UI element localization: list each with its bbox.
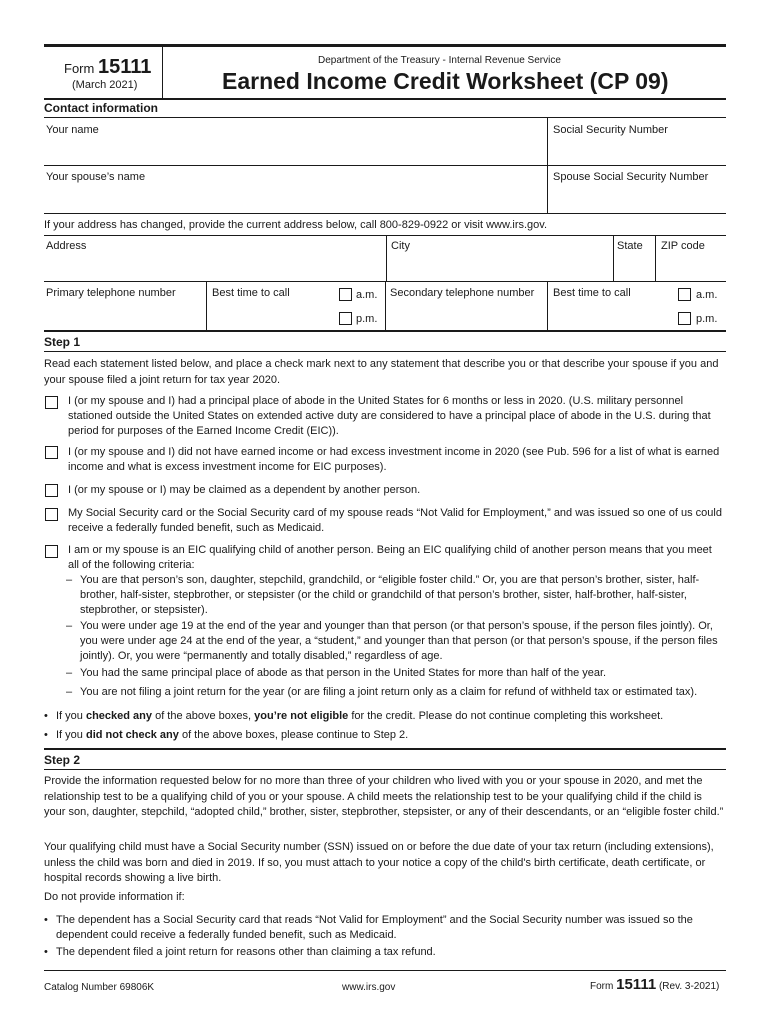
criterion-4 [66, 685, 726, 700]
statement-4-checkbox[interactable] [45, 508, 58, 521]
am-label-2: a.m. [696, 289, 718, 301]
step2-heading: Step 2 [44, 753, 81, 767]
spouse-name-field[interactable] [44, 166, 546, 213]
step1-heading-rule [44, 351, 726, 352]
step1-heading: Step 1 [44, 335, 81, 349]
best-time-1-label: Best time to call [212, 287, 290, 299]
contact-heading: Contact information [44, 101, 158, 115]
pm-label-1: p.m. [356, 313, 378, 325]
spouse-name-label: Your spouse’s name [46, 171, 146, 183]
row-rule-2 [44, 213, 726, 214]
pm-checkbox-1[interactable] [339, 312, 352, 325]
step1-intro: Read each statement listed below, and place a check mark next to any statement that describe you or that describe your spouse if you and your spouse filed a joint return for tax year 2020. [44, 358, 719, 386]
criterion-4-dash: – [66, 686, 73, 698]
am-checkbox-1[interactable] [339, 288, 352, 301]
secondary-phone-field[interactable] [386, 282, 546, 330]
step2-bullet-2-dot: • [44, 946, 48, 958]
contact-bottom-rule [44, 330, 726, 332]
agency-name: Department of the Treasury - Internal Revenue Service [318, 55, 561, 66]
am-label-1: a.m. [356, 289, 378, 301]
statement-1-checkbox[interactable] [45, 396, 58, 409]
criterion-2-dash: – [66, 620, 73, 632]
result-continue [44, 728, 726, 743]
best-time-2-divider [547, 282, 548, 330]
am-checkbox-2[interactable] [678, 288, 691, 301]
your-name-label: Your name [46, 124, 99, 136]
city-label: City [391, 240, 410, 252]
criterion-1-text: You are that person’s son, daughter, stepchild, grandchild, or “eligible foster child.” Or, you are that person’s brother, sister, half-brother, half-sister, stepbrother, or stepsister (or the child or grandchild of that person’s brother, sister, half-brother, half-sister, stepbrother, or stepsister). [80, 574, 700, 616]
result-not-eligible [44, 709, 726, 724]
result-1-bullet: • [44, 710, 48, 722]
address-label: Address [46, 240, 87, 252]
city-field[interactable] [387, 236, 612, 281]
footer-form-number: Form 15111 (Rev. 3-2021) [590, 976, 720, 993]
ssn-field[interactable] [548, 118, 726, 165]
statement-3-checkbox[interactable] [45, 484, 58, 497]
step2-bullet-2-text: The dependent filed a joint return for reasons other than claiming a tax refund. [56, 946, 436, 958]
top-rule [44, 44, 726, 47]
result-2-text: If you did not check any of the above boxes, please continue to Step 2. [56, 729, 409, 741]
step2-heading-rule [44, 769, 726, 770]
primary-phone-label: Primary telephone number [46, 287, 176, 299]
form-date: (March 2021) [72, 79, 138, 91]
step2-para-2: Your qualifying child must have a Social Security number (SSN) issued on or before the due date of your tax return (including extensions), unless the child was born and died in 2019. If so, you must attach to your notice a copy of the child's birth certificate, death certificate, or hospital records showing a live birth. [44, 841, 714, 884]
best-time-1-divider [206, 282, 207, 330]
criterion-2-text: You were under age 19 at the end of the year and younger than that person (or that person’s spouse, if the person files jointly). Or, you were under age 24 at the end of the year, a “student,” and younger than that person (or that person’s spouse, if the person files jointly). Or, you were “permanently and totally disabled,” regardless of age. [80, 620, 718, 662]
primary-phone-field[interactable] [44, 282, 205, 330]
step2-bullet-1 [44, 913, 726, 943]
state-field[interactable] [614, 236, 654, 281]
step2-bullet-2 [44, 945, 726, 960]
statement-5-checkbox[interactable] [45, 545, 58, 558]
result-2-bullet: • [44, 729, 48, 741]
state-label: State [617, 240, 643, 252]
address-field[interactable] [44, 236, 385, 281]
criterion-1-dash: – [66, 574, 73, 586]
zip-label: ZIP code [661, 240, 705, 252]
criterion-1 [66, 573, 726, 618]
catalog-number: Catalog Number 69806K [44, 982, 155, 993]
irs-website: www.irs.gov [342, 982, 396, 993]
zip-field[interactable] [656, 236, 726, 281]
spouse-ssn-field[interactable] [548, 166, 726, 213]
ssn-label: Social Security Number [553, 124, 668, 136]
criterion-3-dash: – [66, 667, 73, 679]
pm-checkbox-2[interactable] [678, 312, 691, 325]
spouse-ssn-label: Spouse Social Security Number [553, 171, 709, 183]
step1-bottom-rule [44, 748, 726, 750]
secondary-phone-label: Secondary telephone number [390, 287, 535, 299]
statement-4: My Social Security card or the Social Security card of my spouse reads “Not Valid for Employment,” and was issued so one of us could receive a federally funded benefit, such as Medicaid. [68, 507, 722, 534]
criterion-4-text: You are not filing a joint return for the year (or are filing a joint return only as a claim for refund of withheld tax or estimated tax). [80, 686, 698, 698]
step2-para-1: Provide the information requested below for no more than three of your children who lived with you or your spouse in 2020, and met the relationship test to be a qualifying child of you or your spouse. A child meets the relationship test to be your qualifying child if the child is your son, daughter, stepchild, “adopted child,” brother, sister, stepbrother, stepsister, or any of their descendants, or an “eligible foster child.” [44, 775, 724, 818]
footer-rule [44, 970, 726, 971]
statement-1: I (or my spouse and I) had a principal place of abode in the United States for 6 months or less in 2020. (U.S. military personnel stationed outside the United States on extended active duty are considered to have a principal place of abode in the U.S. during that period for purposes of the Earned Income Credit (EIC)). [68, 395, 711, 437]
step2-bullet-1-text: The dependent has a Social Security card that reads “Not Valid for Employment” and the Social Security number was issued so the dependent could receive a federally funded benefit, such as Medicaid. [56, 914, 693, 941]
result-1-text: If you checked any of the above boxes, you’re not eligible for the credit. Please do not continue completing this worksheet. [56, 710, 664, 722]
step2-bullet-1-dot: • [44, 914, 48, 926]
criterion-2 [66, 619, 726, 664]
address-note: If your address has changed, provide the current address below, call 800-829-0922 or visit www.irs.gov. [44, 219, 548, 231]
statement-3: I (or my spouse or I) may be claimed as a dependent by another person. [68, 484, 421, 496]
step2-para-3: Do not provide information if: [44, 891, 185, 903]
your-name-field[interactable] [44, 118, 546, 165]
form-number-label: Form 15111 [64, 56, 152, 78]
header-divider [162, 47, 163, 98]
header-bottom-rule [44, 98, 726, 100]
statement-2: I (or my spouse and I) did not have earned income or had excess investment income in 2020 (see Pub. 596 for a list of what is earned income and what is excess investment income for EIC purposes). [68, 446, 720, 473]
statement-2-checkbox[interactable] [45, 446, 58, 459]
criterion-3 [66, 666, 726, 681]
form-title: Earned Income Credit Worksheet (CP 09) [222, 68, 669, 94]
pm-label-2: p.m. [696, 313, 718, 325]
criterion-3-text: You had the same principal place of abode as that person in the United States for more than half of the year. [80, 667, 607, 679]
statement-5: I am or my spouse is an EIC qualifying child of another person. Being an EIC qualifying child of another person means that you meet all of the following criteria: [68, 544, 712, 571]
best-time-2-label: Best time to call [553, 287, 631, 299]
